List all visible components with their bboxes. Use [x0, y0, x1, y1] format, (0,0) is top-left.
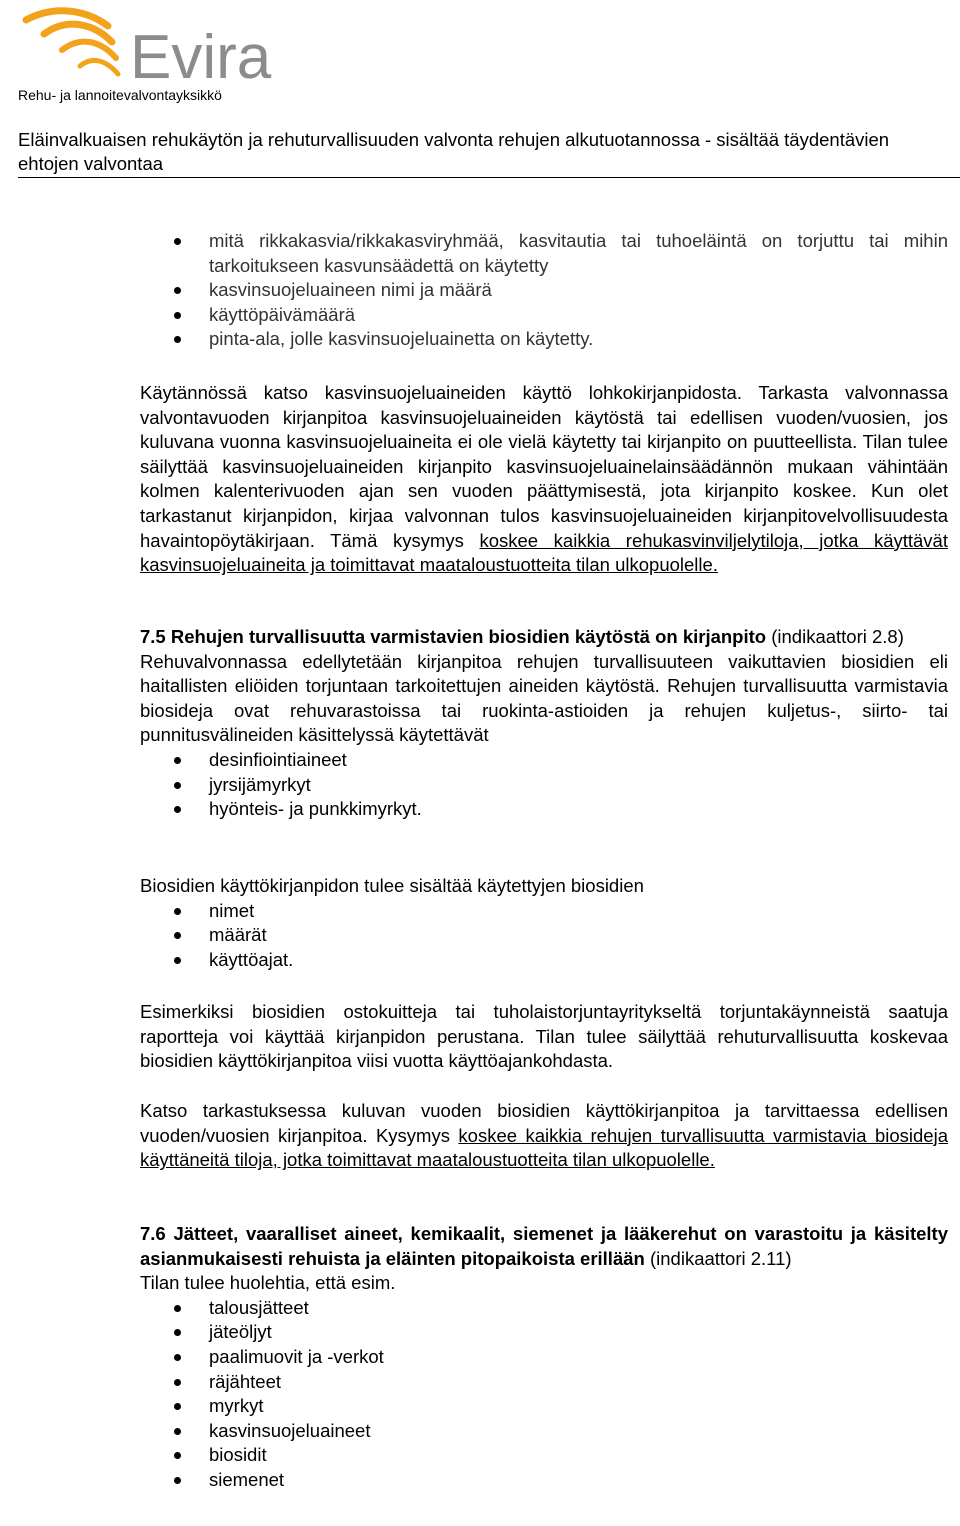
records-intro: Biosidien käyttökirjanpidon tulee sisältää käytettyjen biosidien: [140, 875, 644, 896]
section-text-7-5: Rehuvalvonnassa edellytetään kirjanpitoa rehujen turvallisuuteen vaikuttavien biosidien eli haitallisten eliöiden torjuntaan tarkoitettujen aineiden käytöstä. Rehujen turvallisuutta varmistavia biosideja ovat rehuvarastoissa tai ruokinta-astioiden ja rehujen kuljetus-, siirto- tai punnitusvälineiden käsittelyssä käytettävät: [140, 650, 948, 746]
list-item-text: desinfiointiaineet: [209, 748, 347, 770]
bullet-icon: [174, 238, 181, 245]
bullet-icon: [174, 757, 181, 764]
list-item-text: räjähteet: [209, 1370, 281, 1392]
list-item-text: kasvinsuojeluaineen nimi ja määrä: [209, 279, 492, 301]
bullet-icon: [174, 1403, 181, 1410]
bullet-icon: [174, 932, 181, 939]
paragraph-crop-protection-records: [140, 381, 948, 578]
list-item-text: määrät: [209, 924, 267, 946]
list-item-text: biosidit: [209, 1444, 267, 1466]
list-item: [140, 303, 948, 328]
list-item: [140, 797, 948, 822]
list-records-content: [140, 899, 948, 973]
header-divider: [18, 177, 960, 178]
document-title: Eläinvalkuaisen rehukäytön ja rehuturvallisuuden valvonta rehujen alkutuotannossa - sisältää täydentävien ehtojen valvontaa: [18, 129, 890, 174]
list-item: [140, 327, 948, 352]
list-item-text: siemenet: [209, 1468, 285, 1490]
list-item-text: käyttöpäivämäärä: [209, 303, 356, 325]
evira-logo: [22, 4, 282, 84]
paragraph-example: Esimerkiksi biosidien ostokuitteja tai tuholaistorjuntayritykseltä torjuntakäynneistä saatuja raportteja voi käyttää kirjanpidon perustana. Tilan tulee säilyttää rehuturvallisuutta koskevaa biosidien käyttökirjanpitoa viisi vuotta käyttöajankohdasta.: [140, 1001, 948, 1072]
bullet-icon: [174, 908, 181, 915]
bullet-icon: [174, 806, 181, 813]
logo-wordmark: Evira: [130, 23, 272, 84]
underlined-scope-biocides: koskee kaikkia rehujen turvallisuutta varmistavia biosideja käyttäneitä tiloja, jotka toimittavat maataloustuotteita tilan ulkopuolelle.: [140, 1124, 948, 1171]
list-item: [140, 1419, 948, 1444]
list-item-text: paalimuovit ja -verkot: [209, 1345, 384, 1367]
bullet-icon: [174, 1354, 181, 1361]
section-heading-7-5: 7.5 Rehujen turvallisuutta varmistavien biosidien käytöstä on kirjanpito (indikaattori 2.8): [140, 626, 904, 647]
records-block: [140, 874, 948, 972]
org-unit: Rehu- ja lannoitevalvontayksikkö: [18, 87, 222, 103]
underlined-scope: koskee kaikkia rehukasvinviljelytiloja, jotka käyttävät kasvinsuojeluaineita ja toimittavat maataloustuotteita tilan ulkopuolelle.: [140, 529, 948, 576]
bullet-icon: [174, 1379, 181, 1386]
list-item-text: nimet: [209, 899, 255, 921]
bullet-icon: [174, 336, 181, 343]
list-item: [140, 1394, 948, 1419]
bullet-icon: [174, 1452, 181, 1459]
list-usage-details: [140, 229, 948, 352]
list-item: [140, 748, 948, 773]
bullet-icon: [174, 312, 181, 319]
list-item-text: hyönteis- ja punkkimyrkyt.: [209, 798, 422, 820]
list-item: [140, 1443, 948, 1468]
list-item: [140, 899, 948, 924]
section-intro-7-6: Tilan tulee huolehtia, että esim.: [140, 1272, 396, 1294]
list-item: [140, 278, 948, 303]
list-item-text: jäteöljyt: [209, 1321, 272, 1343]
list-item: [140, 1296, 948, 1321]
list-item: [140, 948, 948, 973]
paragraph-check: Katso tarkastuksessa kuluvan vuoden biosidien käyttökirjanpitoa ja tarvittaessa edellisen vuoden/vuosien kirjanpitoa. Kysymys koskee kaikkia rehujen turvallisuutta varmistavia biosideja käyttäneitä tiloja, jotka toimittavat maataloustuotteita tilan ulkopuolelle.: [140, 1100, 948, 1171]
list-item-text: myrkyt: [209, 1395, 264, 1417]
logo-swoosh-icon: [26, 11, 118, 74]
list-item: [140, 1320, 948, 1345]
list-item-text: talousjätteet: [209, 1296, 309, 1318]
paragraph-text: Käytännössä katso kasvinsuojeluaineiden käyttö lohkokirjanpidosta. Tarkasta valvonnassa valvontavuoden kirjanpitoa kasvinsuojeluaineiden käytöstä tai edellisen vuoden/vuosien, jos kuluvana vuonna kasvinsuojeluaineita ei ole vielä käytetty tai kirjanpito on puutteellista. Tilan tulee säilyttää kasvinsuojeluaineiden kirjanpito kasvinsuojeluainelainsäädännön mukaan vähintään kolmen kalenterivuoden ajan sen vuoden päättymisestä, jota kirjanpito koskee. Kun olet tarkastanut kirjanpidon, kirjaa valvonnan tulos kasvinsuojeluaineiden kirjanpitovelvollisuudesta havaintopöytäkirjaan. Tämä kysymys: [140, 382, 948, 551]
list-item-text: jyrsijämyrkyt: [209, 773, 311, 795]
list-item-text: pinta-ala, jolle kasvinsuojeluainetta on käytetty.: [209, 328, 594, 350]
list-item: [140, 229, 948, 278]
bullet-icon: [174, 1305, 181, 1312]
list-item: [140, 1370, 948, 1395]
list-item-text: käyttöajat.: [209, 948, 294, 970]
bullet-icon: [174, 1428, 181, 1435]
list-biocide-types: [140, 748, 948, 822]
bullet-icon: [174, 1329, 181, 1336]
bullet-icon: [174, 287, 181, 294]
list-item: [140, 773, 948, 798]
list-storage-items: [140, 1296, 948, 1493]
bullet-icon: [174, 782, 181, 789]
bullet-icon: [174, 1477, 181, 1484]
section-heading-7-6: 7.6 Jätteet, vaaralliset aineet, kemikaalit, siemenet ja lääkerehut on varastoitu ja käsitelty asianmukaisesti rehuista ja eläinten pitopaikoista erillään (indikaattori 2.11): [140, 1223, 948, 1269]
section-7-5: [140, 625, 948, 822]
list-item: [140, 1468, 948, 1493]
list-item: [140, 923, 948, 948]
section-7-6: [140, 1222, 948, 1493]
list-item-text: kasvinsuojeluaineet: [209, 1419, 371, 1441]
bullet-icon: [174, 957, 181, 964]
list-item: [140, 1345, 948, 1370]
list-item-text: mitä rikkakasvia/rikkakasviryhmää, kasvitautia tai tuhoeläintä on torjuttu tai mihin tarkoitukseen kasvunsäädettä on käytetty: [209, 230, 948, 276]
